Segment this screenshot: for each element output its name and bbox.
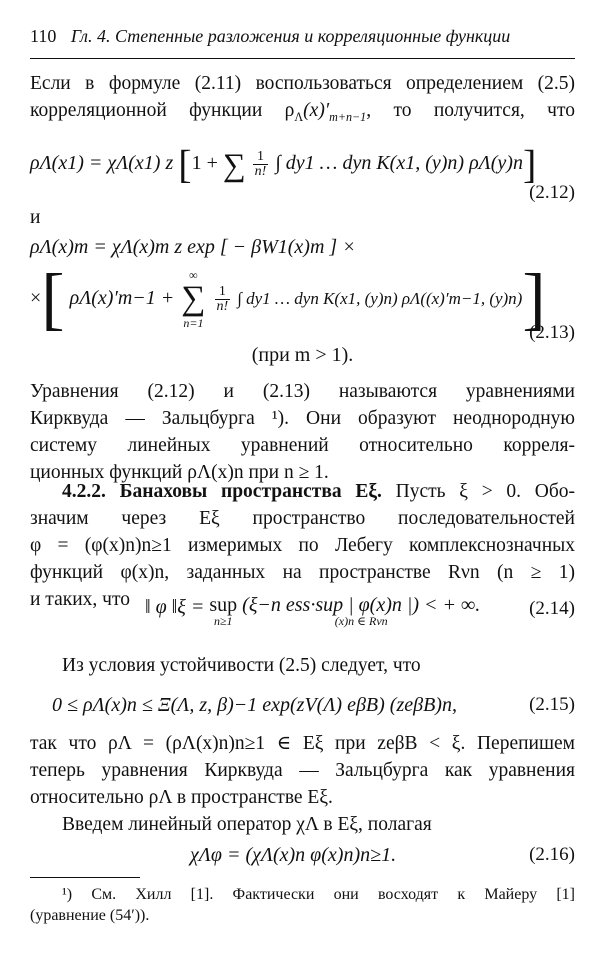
paragraph-intro [30, 70, 575, 131]
equation-2-14: ‖ φ ‖ξ = sup n≥1 (ξ−n ess·sup | φ(x)n |) < + ∞. (x)n ∈ Rνn (2.14) [145, 594, 575, 628]
section-title: 4.2.2. Банаховы пространства Eξ. [62, 481, 382, 502]
text-line: функций φ(x)n, заданных на пространстве Rνn (n ≥ 1) [30, 562, 575, 583]
equation-number: (2.14) [529, 598, 575, 619]
equation-2-15: 0 ≤ ρΛ(x)n ≤ Ξ(Λ, z, β)−1 exp(zV(Λ) eβB) (zeβB)n, (2.15) [30, 690, 575, 720]
equation-2-13-line2: ×[ ρΛ(x)′m−1 + ∞ ∑ n=1 $\frac{1}{n!}$ ∫ dy1 … dyn K(x1, (y)n) ρΛ((x)′m−1, (y)n)] [30, 260, 546, 338]
text-line: Кирквуда — Зальцбурга ¹). Они образуют неоднородную [30, 408, 575, 429]
paragraph-rewrite [30, 730, 575, 838]
ess-sup-expression: (ξ−n ess·sup | φ(x)n |) < + ∞. (x)n ∈ Rνn [242, 594, 481, 628]
text-line: и таких, что [30, 589, 130, 610]
text-line: Из условия устойчивости (2.5) следует, что [62, 655, 421, 676]
paragraph-kirkwood [30, 378, 575, 486]
text-line: Введем линейный оператор χΛ в Eξ, полагая [62, 814, 432, 835]
equation-2-12: ρΛ(x1) = χΛ(x1) z [1 + ∑ $\frac{1}{n!}$ ∫ dy1 … dyn K(x1, (y)n) ρΛ(y)n] [30, 141, 537, 187]
equation-2-13-line1: ρΛ(x)m = χΛ(x)m z exp [ − βW1(x)m ] × [30, 236, 356, 258]
section-banach [30, 478, 575, 613]
eq-lhs: ρΛ(x1) = χΛ(x1) z [30, 152, 174, 174]
footnote-line: (уравнение (54′)). [30, 907, 150, 924]
text-line: относительно ρΛ в пространстве Eξ. [30, 787, 333, 808]
text-line: теперь уравнения Кирквуда — Зальцбурга как уравнения [30, 760, 575, 781]
text-line: значим через Eξ пространство последовательностей [30, 508, 575, 529]
equation-2-16: χΛφ = (χΛ(x)n φ(x)n)n≥1. (2.16) [30, 840, 575, 870]
sum-operator: ∞ ∑ n=1 [181, 268, 206, 331]
bracket-close: ] [522, 141, 537, 187]
text-line: ционных функций ρΛ(x)n при n ≥ 1. [30, 462, 329, 483]
sum-sign: ∑ [222, 146, 246, 183]
bracket-open: [ [41, 260, 65, 338]
text-line: так что ρΛ = (ρΛ(x)n)n≥1 ∈ Eξ при zeβB < ξ. Перепишем [30, 733, 575, 754]
text-line: Уравнения (2.12) и (2.13) называются уравнениями [30, 381, 575, 402]
running-title: Гл. 4. Степенные разложения и корреляционные функции [70, 26, 511, 46]
text-line: корреляционной функции $\rho_\Lambda(x)'_{m+n-1}$, то получится, что [30, 100, 575, 124]
text-line: φ = (φ(x)n)n≥1 измеримых по Лебегу комплекснозначных [30, 535, 575, 556]
footnote [30, 884, 575, 926]
paragraph-stability [30, 652, 575, 679]
text-line: Если в формуле (2.11) воспользоваться определением (2.5) [30, 73, 575, 94]
bracket-close: ] [522, 260, 546, 338]
equation-number: (2.12) [529, 182, 575, 203]
footnote-line: ¹) См. Хилл [1]. Фактически они восходят к Майеру [1] [62, 886, 575, 903]
text-line: систему линейных уравнений относительно корреля- [30, 435, 575, 456]
conjunction: и [30, 207, 41, 228]
footnote-rule [30, 877, 140, 878]
sup-operator: sup n≥1 [209, 594, 238, 628]
eq-integrand: ∫ dy1 … dyn K(x1, (y)n) ρΛ(y)n [275, 152, 523, 174]
fraction: $\frac{1}{n!}$ [254, 148, 267, 179]
equation-number: (2.13) [529, 322, 575, 343]
header-rule [30, 58, 575, 59]
equation-number: (2.15) [529, 694, 575, 715]
fraction: $\frac{1}{n!}$ [216, 283, 229, 314]
equation-number: (2.16) [529, 844, 575, 865]
page-number: 110 [30, 26, 57, 46]
running-header [30, 26, 575, 56]
text-line: 4.2.2. Банаховы пространства Eξ. Пусть ξ > 0. Обо- [62, 481, 575, 502]
bracket-open: [ [178, 141, 192, 187]
equation-condition: (при m > 1). [251, 344, 354, 366]
